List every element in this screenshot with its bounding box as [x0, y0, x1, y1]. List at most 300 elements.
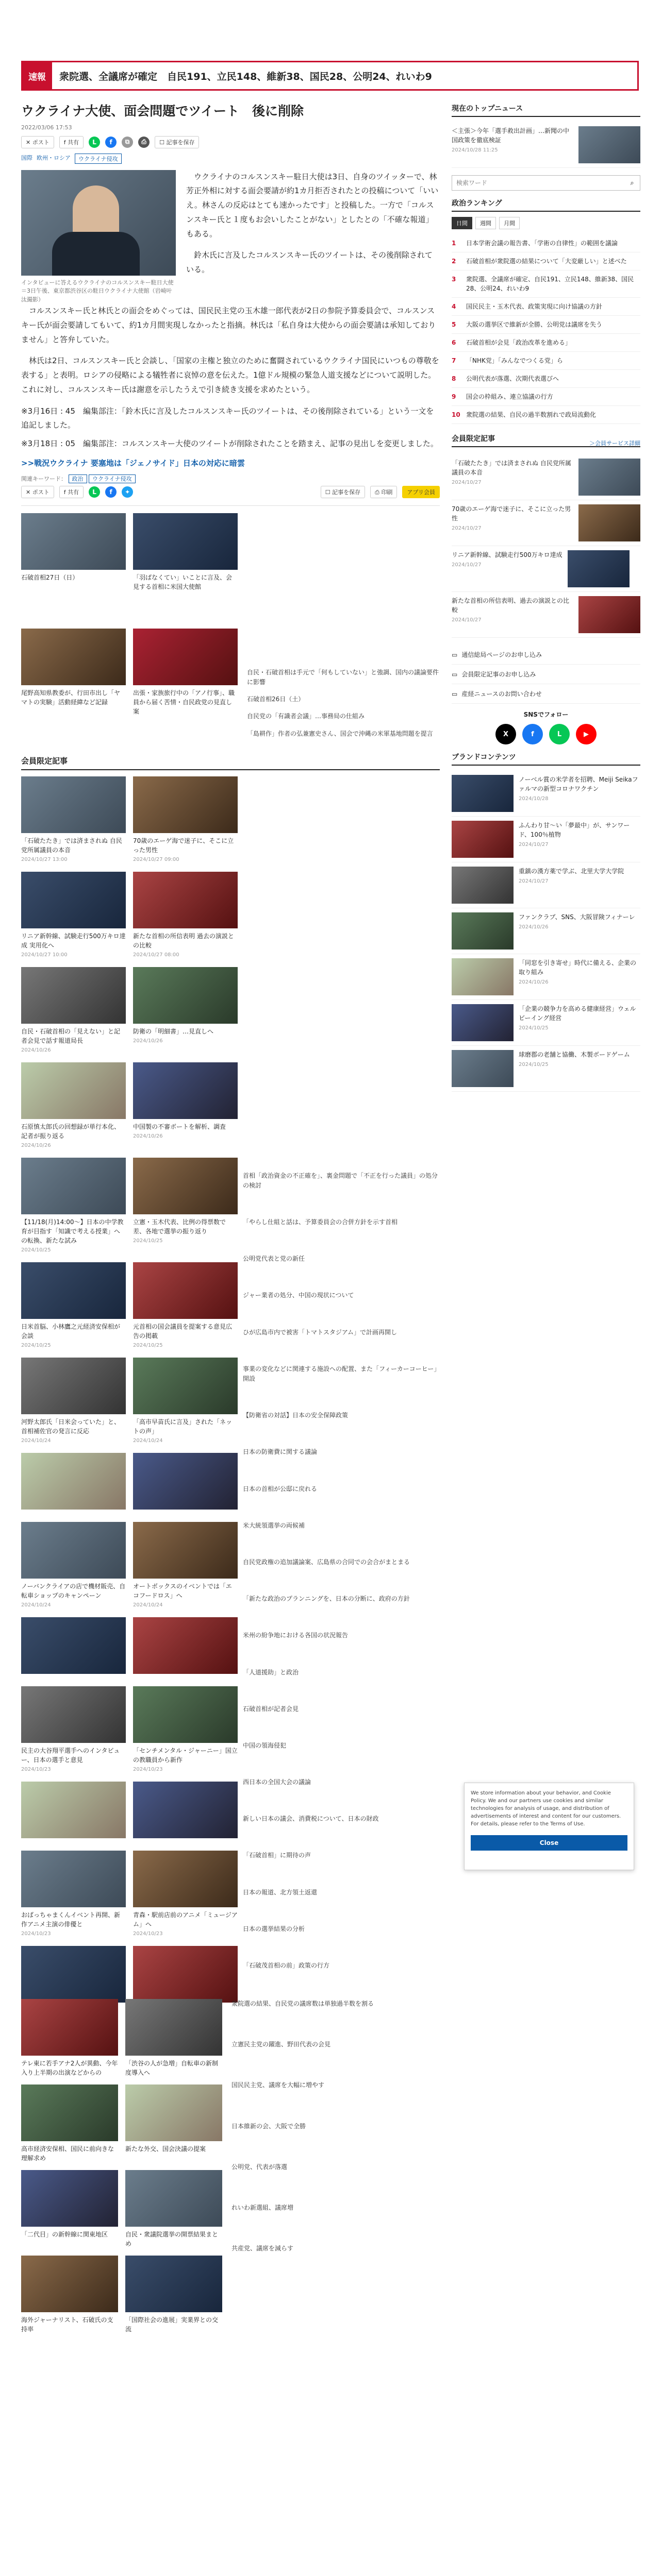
card-date: 2024/10/26	[21, 1142, 51, 1148]
rank-title: 「NHK党」「みんなでつくる党」ら	[466, 357, 563, 364]
rank-number: 8	[452, 375, 456, 382]
tag-link[interactable]: 欧州・ロシア	[37, 154, 71, 161]
bottom-card-grid	[21, 1999, 222, 2334]
print-button[interactable]: ⎙ 印刷	[370, 486, 397, 498]
sidebar	[452, 103, 640, 1092]
card-title: リニア新幹線、試験走行500万キロ達成 実用化へ	[21, 932, 126, 949]
list-item[interactable]: 自民党の「有識者会議」…事務局の仕組み	[247, 713, 365, 720]
youtube-icon[interactable]: ▶	[576, 724, 597, 744]
note: ※3月16日 : 45 編集部注：「鈴木氏に言及したコルスンスキー氏のツイートは、その後削除されている」という一文を追記しました。	[21, 406, 434, 430]
card-title: 石破首相27日（日）	[21, 573, 79, 581]
bottom-block	[21, 1999, 440, 2334]
rank-title: 日本学術会議の報告書、「学術の自律性」の範囲を議論	[466, 240, 618, 247]
card-date: 2024/10/26	[21, 1047, 51, 1053]
list-item[interactable]: 「新たな政治のプランニングを、日本の分断に、政府の方針	[243, 1595, 410, 1603]
card-date: 2024/10/25	[133, 1342, 163, 1348]
card-thumb	[21, 1522, 126, 1579]
card-thumb	[21, 1946, 126, 2003]
line-icon[interactable]: L	[89, 486, 100, 498]
card-date: 2024/10/23	[21, 1766, 51, 1772]
grid-card[interactable]	[133, 1062, 238, 1148]
related-card[interactable]	[133, 629, 238, 746]
item-title: 「石破たたき」では済まされぬ 自民党所属議員の本音	[452, 460, 571, 476]
item-date: 2024/10/26	[519, 924, 549, 930]
card-thumb	[133, 776, 238, 833]
person-body	[52, 232, 140, 276]
grid-card[interactable]	[133, 967, 238, 1053]
list-item[interactable]: ジャー業者の処分、中国の現状について	[243, 1292, 354, 1299]
grid-card[interactable]	[21, 1522, 126, 1608]
card-thumb	[133, 1686, 238, 1743]
list-item[interactable]: ひが広島市内で被害「トマトスタジアム」で計画再開し	[243, 1328, 398, 1336]
brand-item[interactable]	[452, 862, 640, 908]
line-icon[interactable]: L	[89, 137, 100, 148]
card-title: テレ東に若手アナ2人が異動、今年入り上半期の出演などからの	[21, 2060, 118, 2076]
card-thumb	[133, 1358, 238, 1414]
grid-card[interactable]	[21, 1851, 126, 1937]
ranking-item[interactable]	[452, 370, 640, 388]
rank-title: 大阪の選挙区で維新が全勝、公明党は議席を失う	[466, 321, 603, 328]
card-thumb	[21, 872, 126, 928]
item-thumb	[578, 459, 640, 496]
bottom-card[interactable]	[125, 1999, 222, 2077]
grid-card[interactable]	[133, 1358, 238, 1444]
social-icons	[452, 724, 640, 744]
card-date: 2024/10/24	[133, 1602, 163, 1608]
card-title: 「渋谷の人が急増」自転車の新制度導入へ	[125, 2060, 219, 2076]
card-thumb	[21, 1999, 118, 2056]
card-thumb	[133, 1453, 238, 1510]
grid-card[interactable]	[133, 1522, 238, 1608]
list-item[interactable]: 首相「政治資金の不正確を」、裏金問題で「不正を行った議員」の処分の検討	[243, 1172, 438, 1189]
bookmark-button[interactable]: ☐ 記事を保存	[155, 136, 199, 148]
note: ※3月18日 : 05 編集部注：コルスンスキー大使のツイートが削除されたことを踏まえ、記事の見出しを変更しました。	[21, 439, 438, 448]
card-thumb	[21, 2256, 118, 2312]
breaking-label: 速報	[22, 62, 52, 89]
card-thumb	[133, 1946, 238, 2003]
article-lead	[21, 170, 440, 304]
list-item[interactable]: 新しい日本の議会、消費税について、日本の財政	[243, 1815, 379, 1823]
brand-list	[452, 771, 640, 1092]
card-thumb	[21, 1617, 126, 1674]
card-thumb	[125, 2256, 222, 2312]
card-date: 2024/10/23	[133, 1930, 163, 1937]
share-toolbar-bottom	[21, 486, 440, 498]
related-card[interactable]	[21, 513, 126, 621]
tab-daily[interactable]: 日間	[452, 217, 472, 229]
ranking-item[interactable]	[452, 334, 640, 352]
item-text	[519, 867, 624, 904]
list-item[interactable]: れいわ新選組、議席増	[231, 2204, 294, 2211]
card-thumb	[133, 1782, 238, 1838]
post-label: ポスト	[32, 139, 49, 146]
card-thumb	[133, 1851, 238, 1907]
card-date: 2024/10/27 09:00	[133, 856, 179, 862]
share-label: 共有	[68, 488, 79, 496]
ranking-item[interactable]	[452, 316, 640, 334]
lead-photo[interactable]	[21, 170, 176, 276]
item-date: 2024/10/27	[452, 562, 482, 568]
list-item[interactable]: 日本の報道、北方領土返還	[243, 1888, 318, 1896]
item-thumb	[452, 775, 514, 812]
item-date: 2024/10/27	[519, 842, 549, 848]
item-title: 球磨郡の老舗と協働、木製ボードゲーム	[519, 1051, 630, 1058]
tab-weekly[interactable]: 週間	[475, 217, 496, 229]
ranking-item[interactable]	[452, 298, 640, 316]
lead-text	[186, 170, 440, 304]
grid-card[interactable]	[133, 1453, 238, 1513]
keywords-row: 関連キーワード： 政治 ウクライナ侵攻	[21, 474, 440, 483]
item-text	[452, 596, 573, 633]
card-title: 【11/18(月)14:00〜】日本の中学教育が目指す「知識で考える授業」への転換、新たな試み	[21, 1218, 124, 1244]
app-label: アプリ会員	[407, 488, 435, 496]
card-thumb	[21, 1453, 126, 1510]
grid-card[interactable]	[21, 1158, 126, 1253]
bottom-text-list	[231, 1999, 440, 2334]
ranking-item[interactable]	[452, 234, 640, 252]
tag-link[interactable]: 国際	[21, 154, 32, 161]
grid-card[interactable]	[133, 872, 238, 958]
bottom-card[interactable]	[21, 2084, 118, 2163]
card-title: 自民・衆議院選挙の開票結果まとめ	[125, 2231, 219, 2247]
grid-card[interactable]	[21, 1946, 126, 2006]
list-item[interactable]: 公明党、代表が落選	[231, 2163, 288, 2171]
brand-item[interactable]	[452, 908, 640, 954]
item-thumb	[452, 1050, 514, 1087]
member-more-link[interactable]: ＞会員サービス詳細	[589, 440, 640, 447]
item-text	[452, 459, 573, 496]
item-text	[519, 958, 640, 995]
rank-number: 4	[452, 303, 456, 310]
lead-photo-wrap	[21, 170, 176, 304]
share-button[interactable]: f 共有	[59, 136, 84, 148]
rank-number: 5	[452, 321, 456, 328]
item-text	[519, 1050, 630, 1087]
rank-title: 衆院選の結果、自民の過半数割れで政局流動化	[466, 411, 597, 418]
item-title: 「同窓を引き寄せ」時代に備える、企業の取り組み	[519, 959, 637, 976]
card-title: 70歳のエーゲ海で迷子に、そこに立った男性	[133, 837, 234, 854]
paragraph: ウクライナのコルスンスキー駐日大使は3日、自身のツイッターで、林芳正外相に対する面会要請が約1カ月拒否されたとの投稿について「いいえ。林さんの反応はとても速かったです」と投稿した。一方で「コルスンスキー氏と１度もお会いしたことがない」としたとの「不確な報道」もある。	[186, 172, 439, 239]
menu-item[interactable]: ▭ 産経ニュースのお問い合わせ	[452, 684, 640, 704]
item-date: 2024/10/27	[452, 480, 482, 485]
list-item[interactable]: 日本維新の会、大阪で全勝	[231, 2122, 306, 2130]
list-item[interactable]: 「人道援助」と政治	[243, 1668, 299, 1676]
card-thumb	[133, 1617, 238, 1674]
list-item[interactable]: 事業の変化などに関連する施設への配置、また「フィーカーコーヒー」開設	[243, 1365, 437, 1382]
item-title: 重鎮の漢方薬で学ぶ、北里大学大学院	[519, 868, 624, 875]
card-date: 2024/10/24	[21, 1602, 51, 1608]
card-date: 2024/10/25	[21, 1342, 51, 1348]
card-date: 2024/10/24	[133, 1437, 163, 1444]
grid-card[interactable]	[133, 1262, 238, 1348]
item-date: 2024/10/27	[452, 526, 482, 531]
menu-item[interactable]: ▭ 会員限定記事のお申し込み	[452, 665, 640, 684]
list-item[interactable]: 米大統領選挙の両候補	[243, 1521, 305, 1529]
list-item[interactable]: 石破首相が記者会見	[243, 1705, 299, 1713]
rank-number: 9	[452, 393, 456, 400]
card-thumb	[133, 1262, 238, 1319]
tag-box[interactable]: ウクライナ侵攻	[75, 154, 122, 164]
card-date: 2024/10/27 10:00	[21, 952, 68, 958]
card-thumb	[21, 1851, 126, 1907]
member-item[interactable]	[452, 500, 640, 546]
list-item[interactable]: 日本の首相が公邸に戻れる	[243, 1485, 318, 1493]
item-thumb	[578, 596, 640, 633]
card-title: 「羽ばなくてい」いことに言及、会見する首相に米国大使館	[133, 573, 233, 590]
facebook-icon[interactable]: f	[105, 486, 117, 498]
list-item[interactable]: 中国の領海侵犯	[243, 1741, 287, 1749]
item-text	[519, 1004, 640, 1041]
list-item[interactable]: 西日本の全国大会の議論	[243, 1778, 311, 1786]
card-thumb	[133, 513, 238, 570]
item-date: 2024/10/27	[452, 617, 482, 623]
grid-card[interactable]	[133, 1158, 238, 1253]
item-title: 70歳のエーゲ海で迷子に、そこに立った男性	[452, 505, 571, 522]
facebook-icon[interactable]: f	[522, 724, 543, 744]
list-item[interactable]: 「石破首相」に期待の声	[243, 1852, 311, 1859]
related-card[interactable]	[133, 513, 238, 621]
card-title: 「石破たたき」では済まされぬ 自民党所属議員の本音	[21, 837, 122, 854]
grid-card[interactable]	[21, 1453, 126, 1513]
item-date: 2024/10/27	[519, 878, 549, 884]
list-item[interactable]: 米州の紛争地における各国の状況報告	[243, 1632, 349, 1639]
list-item[interactable]: 自民党政権の追加議論案、広島県の合同での会合がまとまる	[243, 1558, 410, 1566]
bookmark-label: 記事を保存	[332, 488, 361, 496]
rank-title: 公明代表が落選、次期代表選びへ	[466, 375, 559, 382]
grid-card[interactable]	[133, 1851, 238, 1937]
list-item[interactable]: 日本の防衛費に関する議論	[243, 1448, 318, 1456]
bottom-card[interactable]	[21, 2256, 118, 2334]
article-title: ウクライナ大使、面会問題でツイート 後に削除	[21, 104, 304, 118]
card-thumb	[21, 1782, 126, 1838]
card-title: 石原慎太郎氏の回想録が単行本化、記者が振り返る	[21, 1123, 121, 1140]
card-title: 「センチメンタル・ジャーニー」国立の教職員から新作	[133, 1747, 238, 1764]
breaking-text[interactable]: 衆院選、全議席が確定 自民191、立民148、維新38、国民28、公明24、れいわ9	[59, 71, 432, 82]
brand-item[interactable]	[452, 817, 640, 862]
member-item[interactable]	[452, 454, 640, 500]
print-label: 印刷	[381, 488, 393, 496]
item-title: ＜主張＞今年「選手救出計画」…新聞の中国政策を徹底検証	[452, 127, 570, 144]
brand-item[interactable]	[452, 1000, 640, 1046]
list-item[interactable]: 【防衛省の対話】日本の安全保障政策	[243, 1412, 349, 1419]
bookmark-button[interactable]: ☐ 記事を保存	[321, 486, 365, 498]
share-label: 共有	[68, 139, 79, 146]
card-title: 出張・家族旅行中の「アノ行事」、職員から届く苦情・自民政党の見直し案	[133, 689, 235, 715]
grid-card[interactable]	[21, 872, 126, 958]
card-date: 2024/10/26	[133, 1133, 163, 1139]
brand-item[interactable]	[452, 954, 640, 1000]
grid-card[interactable]	[133, 776, 238, 862]
grid-card[interactable]	[21, 967, 126, 1053]
article-body	[21, 304, 440, 397]
card-title: 「二代目」の新幹線に関東地区	[21, 2231, 108, 2238]
list-item[interactable]: 日本の選挙結果の分析	[243, 1925, 305, 1933]
share-toolbar	[21, 136, 440, 148]
card-thumb	[133, 1062, 238, 1119]
section-title: 会員限定記事	[21, 755, 440, 770]
card-date: 2024/10/23	[133, 1766, 163, 1772]
card-thumb	[133, 1158, 238, 1214]
card-date: 2024/10/24	[21, 1437, 51, 1444]
search-icon[interactable]: ⌕	[630, 179, 634, 187]
brand-item[interactable]	[452, 1046, 640, 1092]
article-notes	[21, 404, 440, 451]
ranking-item[interactable]	[452, 252, 640, 270]
ranking-item[interactable]	[452, 270, 640, 298]
ranking-item[interactable]	[452, 352, 640, 370]
list-item[interactable]: 「石破茂首相の前」政策の行方	[243, 1962, 330, 1969]
rank-title: 国会の枠組み、連立協議の行方	[466, 393, 553, 400]
card-thumb	[21, 1262, 126, 1319]
cookie-close-button[interactable]: Close	[471, 1835, 627, 1851]
menu-item[interactable]: ▭ 通信総局ページのお申し込み	[452, 645, 640, 665]
member-list	[452, 454, 640, 638]
bottom-card[interactable]	[21, 1999, 118, 2077]
rank-number: 1	[452, 240, 456, 247]
card-date: 2024/10/27 13:00	[21, 856, 68, 862]
list-item[interactable]: 公明党代表と党の新任	[243, 1255, 305, 1263]
link-icon[interactable]: ⧉	[122, 137, 133, 148]
rank-title: 石破首相が会見「政治改革を進める」	[466, 339, 572, 346]
card-title: おばっちゃまくんイベント再開、新作アニメ主演の俳優と	[21, 1911, 121, 1928]
grid-card[interactable]	[133, 1686, 238, 1772]
facebook-icon[interactable]: f	[105, 137, 117, 148]
member-item[interactable]	[452, 546, 640, 592]
item-text	[519, 912, 635, 950]
grid-card[interactable]	[21, 1262, 126, 1348]
card-date: 2024/10/26	[133, 1038, 163, 1044]
app-button[interactable]	[402, 486, 440, 498]
card-thumb	[133, 1522, 238, 1579]
post-label: ポスト	[32, 488, 49, 496]
right-text-list	[243, 1171, 440, 1998]
menu-list	[452, 645, 640, 704]
related-card[interactable]	[21, 629, 126, 746]
card-title: 防衛の「明細書」…見直しへ	[133, 1027, 214, 1035]
card-thumb	[21, 967, 126, 1024]
rank-number: 7	[452, 357, 456, 364]
grid-card[interactable]	[21, 1617, 126, 1677]
article-date: 2022/03/06 17:53	[21, 124, 72, 131]
card-date: 2024/10/23	[21, 1930, 51, 1937]
card-title: 河野太郎氏「日米会っていた」と、首相補佐官の発言に反応	[21, 1418, 121, 1435]
grid-card[interactable]	[21, 1686, 126, 1772]
ranking-item[interactable]	[452, 388, 640, 406]
divider	[21, 505, 440, 506]
paragraph: 鈴木氏に言及したコルスンスキー氏のツイートは、その後削除されている。	[186, 250, 433, 274]
bird-icon[interactable]: ✦	[122, 486, 133, 498]
tab-monthly[interactable]: 月間	[499, 217, 520, 229]
grid-card[interactable]	[21, 1358, 126, 1444]
top-news-title: 現在のトップニュース	[452, 103, 640, 117]
item-thumb	[578, 504, 640, 541]
card-title: 元首相の国会議員を提案する意見広告の掲載	[133, 1323, 233, 1340]
card-date: 2024/10/27 08:00	[133, 952, 179, 958]
card-title: 日米首脳、小林鷹之元経済安保相が会談	[21, 1323, 121, 1340]
rank-number: 6	[452, 339, 456, 346]
grid-card[interactable]	[21, 1062, 126, 1148]
list-item[interactable]: 立憲民主党の躍進、野田代表の会見	[231, 2041, 331, 2048]
grid-card[interactable]	[133, 1782, 238, 1841]
related-photo-grid	[21, 513, 238, 746]
post-button[interactable]: ✕ ポスト	[21, 136, 54, 148]
card-title: 中国製の不審ボートを解析、調査	[133, 1123, 226, 1130]
card-title: 立憲・玉木代表、比例の得票数で差、各地で選挙の振り返り	[133, 1218, 226, 1235]
card-title: 「国際社会の進展」実業界との交流	[125, 2316, 219, 2333]
list-item[interactable]: 衆院選の結果、自民党の議席数は単独過半数を割る	[231, 2000, 374, 2007]
rank-number: 10	[452, 411, 460, 418]
breaking-news-banner[interactable]	[21, 61, 639, 91]
keyword[interactable]: 政治	[69, 474, 87, 483]
line-icon[interactable]: L	[549, 724, 570, 744]
card-thumb	[125, 1999, 222, 2056]
item-thumb	[578, 126, 640, 163]
photo-caption: インタビューに答えるウクライナのコルスンスキー駐日大使＝3日午後、東京都渋谷区の駐日ウクライナ大使館（岩崎叶汰撮影）	[21, 279, 174, 303]
related-block	[21, 513, 440, 746]
grid-card[interactable]	[133, 1946, 238, 2006]
card-title: 民主の大谷翔平選手へのインタビュー、日本の選手と意見	[21, 1747, 120, 1764]
grid-card[interactable]	[21, 776, 126, 862]
ranking-item[interactable]	[452, 406, 640, 424]
card-thumb	[125, 2170, 222, 2227]
card-title: 新たな外交、国会決議の提案	[125, 2145, 206, 2153]
top-news-item[interactable]	[452, 122, 640, 168]
menu-label: 会員限定記事のお申し込み	[461, 671, 536, 678]
cookie-dialog	[464, 1783, 634, 1870]
post-button[interactable]: ✕ ポスト	[21, 486, 54, 498]
item-date: 2024/10/28 11:25	[452, 147, 498, 153]
item-thumb	[568, 550, 630, 587]
item-date: 2024/10/25	[519, 1062, 549, 1067]
related-link[interactable]: >>戦況ウクライナ 要塞地は「ジェノサイド」日本の対応に暗雲	[21, 458, 245, 468]
rank-number: 3	[452, 276, 456, 283]
list-item[interactable]: 「島耕作」作者の弘兼憲史さん、国会で沖縄の米軍基地問題を提言	[247, 730, 433, 737]
bottom-card[interactable]	[125, 2084, 222, 2163]
search-input[interactable]	[452, 176, 624, 190]
card-thumb	[21, 2170, 118, 2227]
print-icon[interactable]: ⎙	[138, 137, 150, 148]
member-item[interactable]	[452, 592, 640, 638]
list-item[interactable]: 共産党、議席を減らす	[231, 2245, 294, 2252]
share-button[interactable]: f 共有	[59, 486, 84, 498]
bookmark-label: 記事を保存	[166, 139, 195, 146]
item-title: 新たな首相の所信表明、過去の演説との比較	[452, 597, 570, 614]
right-text-column	[243, 1171, 440, 1998]
grid-card[interactable]	[133, 1617, 238, 1677]
search-box	[452, 175, 640, 191]
bottom-card[interactable]	[21, 2170, 118, 2248]
item-date: 2024/10/28	[519, 796, 549, 802]
grid-card[interactable]	[21, 1782, 126, 1841]
list-item[interactable]: 「やらし仕組と話は、予算委員会の合併方針を示す首相	[243, 1218, 398, 1226]
item-date: 2024/10/26	[519, 979, 549, 985]
brand-title: ブランドコンテンツ	[452, 752, 640, 766]
item-thumb	[452, 912, 514, 950]
menu-label: 通信総局ページのお申し込み	[461, 651, 542, 658]
member-title: 会員限定記事	[452, 433, 640, 447]
card-thumb	[21, 1686, 126, 1743]
brand-item[interactable]	[452, 771, 640, 817]
follow-label: SNSでフォロー	[523, 711, 569, 718]
x-icon[interactable]: X	[495, 724, 516, 744]
keyword[interactable]: ウクライナ侵攻	[89, 474, 136, 483]
list-item[interactable]: 国民民主党、議席を大幅に増やす	[231, 2081, 325, 2089]
bottom-card[interactable]	[125, 2170, 222, 2248]
list-item[interactable]: 石破首相26日（土）	[247, 696, 305, 703]
card-thumb	[21, 1062, 126, 1119]
list-item[interactable]: 自民・石破首相は手元で「何もしていない」と強調、国内の議論要件に影響	[247, 668, 439, 686]
bottom-card[interactable]	[125, 2256, 222, 2334]
